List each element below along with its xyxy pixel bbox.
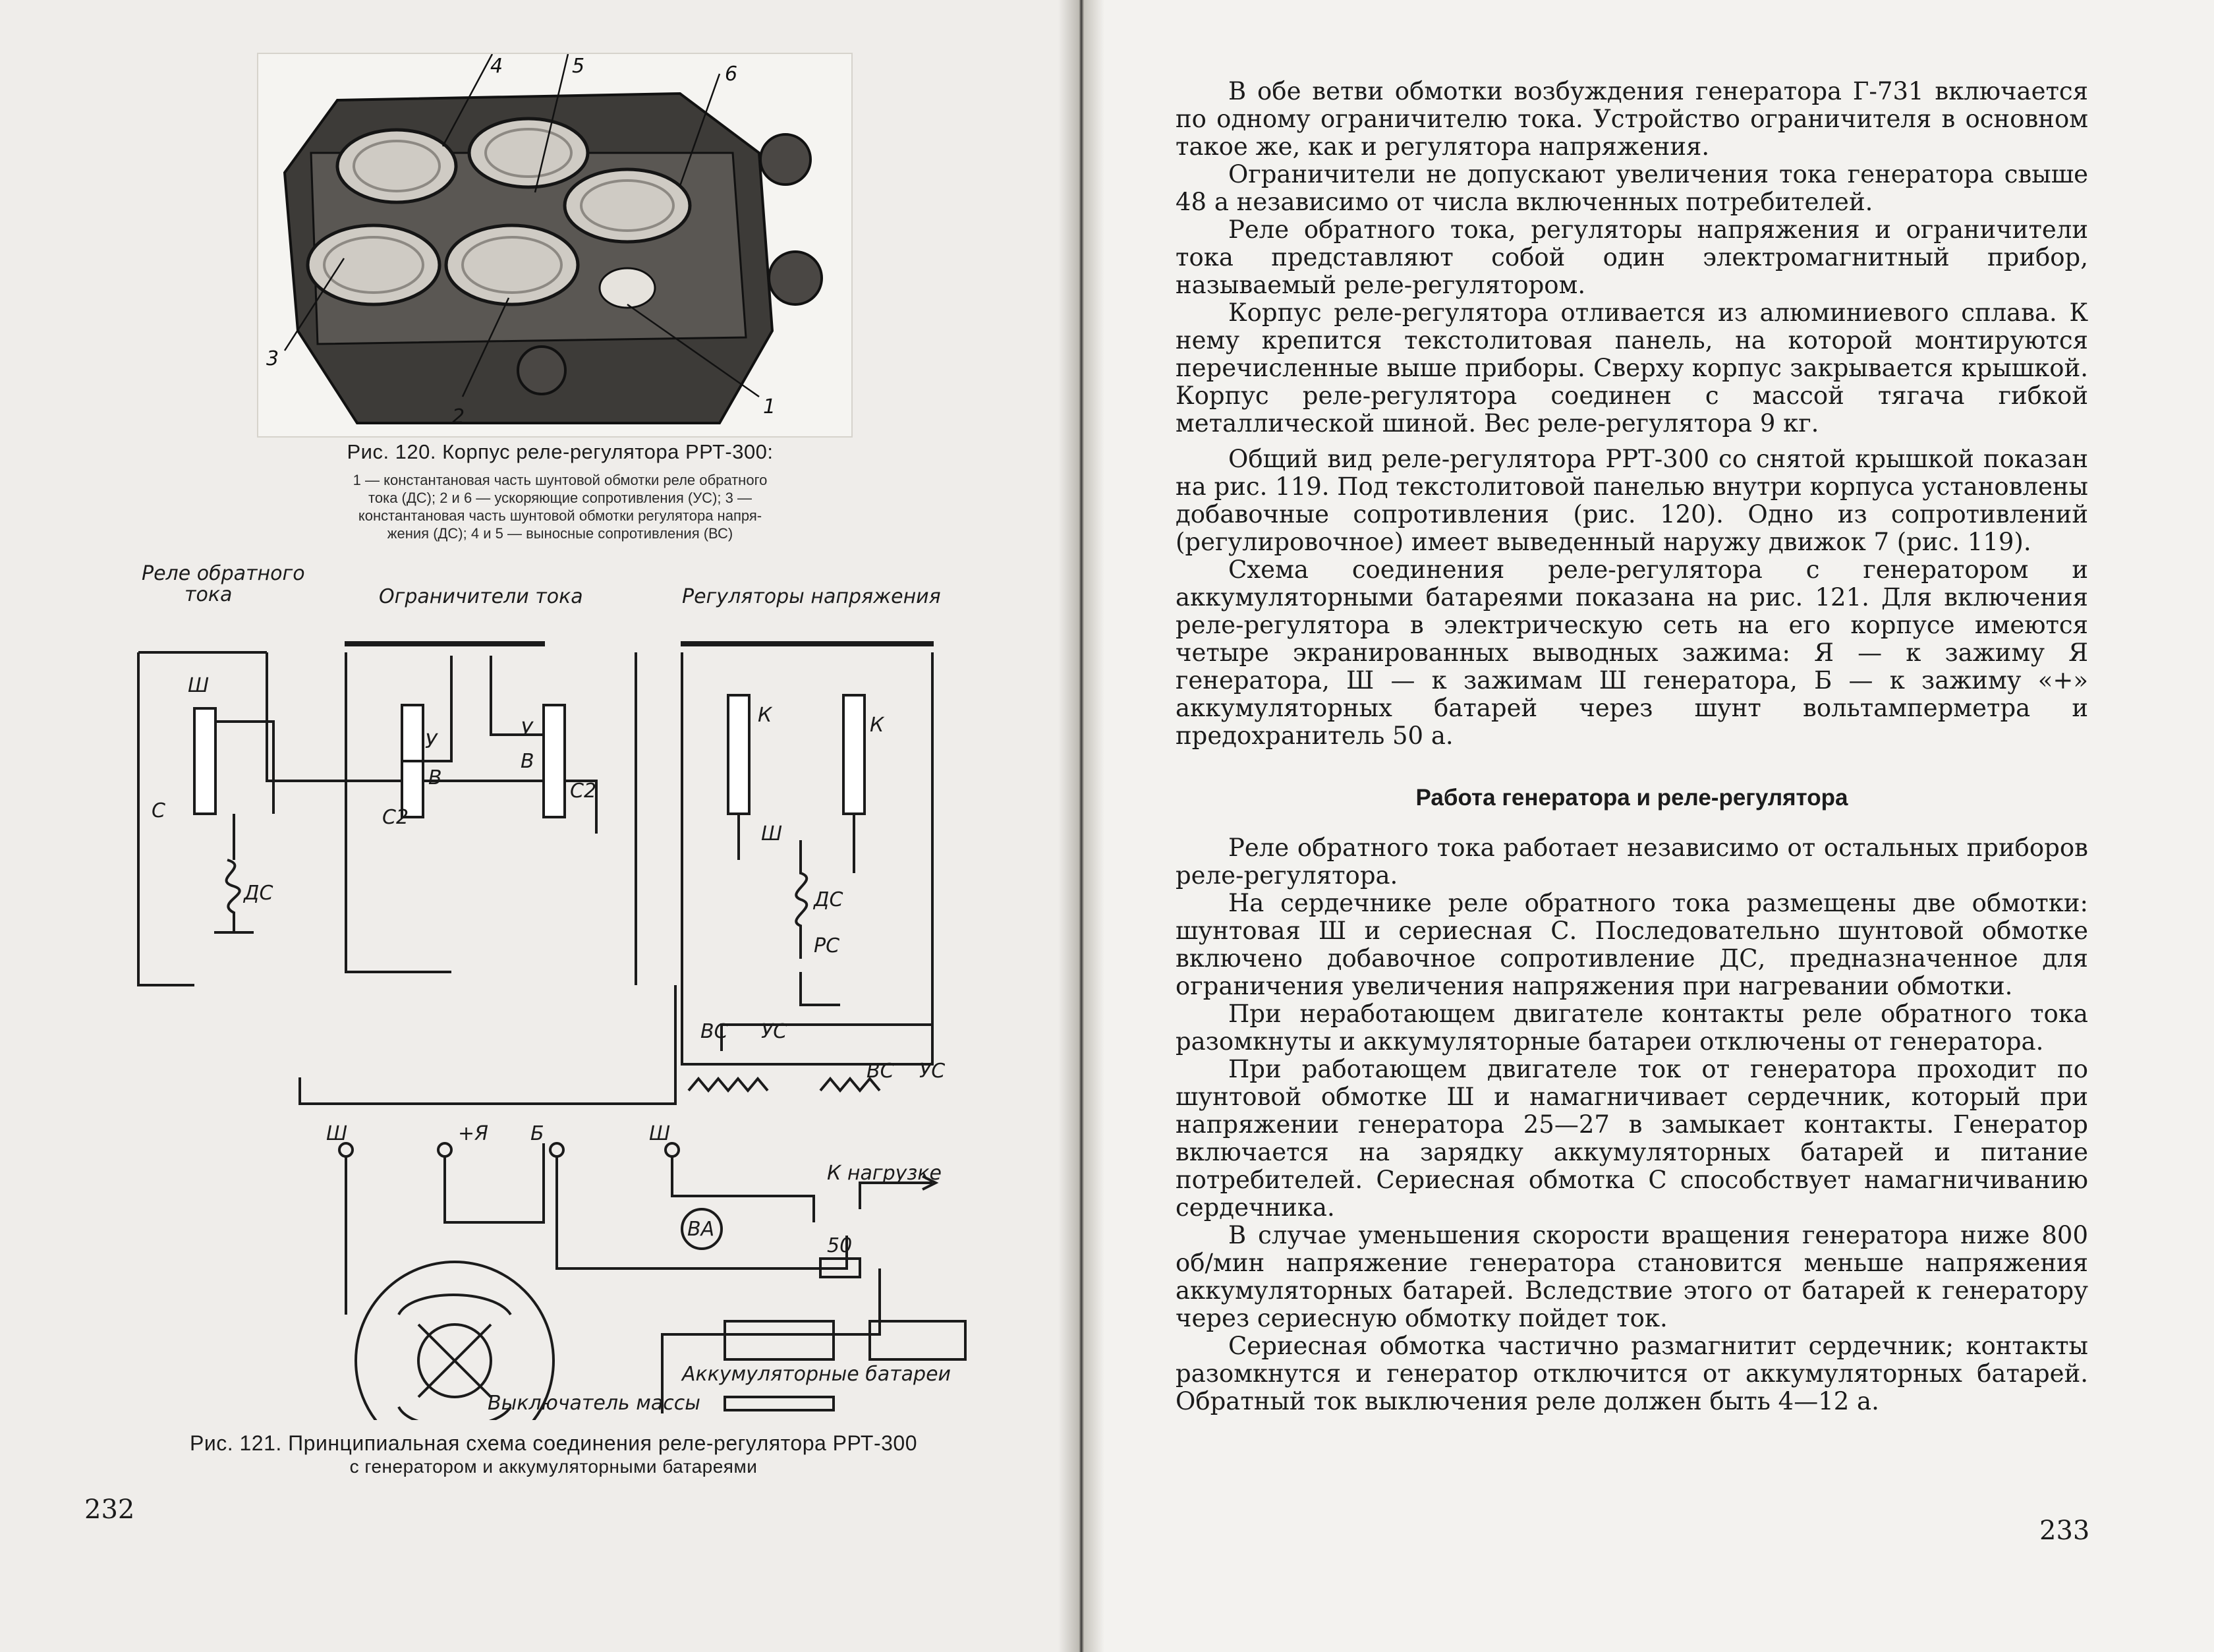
label-s-relay: С — [152, 799, 165, 822]
figure-121-caption-line2: с генератором и аккумуляторными батареями — [349, 1456, 758, 1477]
label-vs-2: ВС — [866, 1060, 894, 1083]
label-us-1: УС — [761, 1020, 787, 1043]
right-page-text — [1176, 78, 2088, 1415]
paragraph-8: На сердечнике реле обратного тока размещены две обмотки: шунтовая Ш и сериесная С. Последовательно шунтовой обмотке включено добавочное сопротивление ДС, предназначенное для ограничения увеличения напряжения при нагревании обмотки. — [1176, 889, 2088, 1000]
figure-120-caption-title: Рис. 120. Корпус реле-регулятора РРТ-300: — [347, 440, 774, 463]
label-ds-regulator: ДС — [814, 888, 843, 911]
callout-2: 2 — [452, 405, 465, 428]
section-heading: Работа генератора и реле-регулятора — [1415, 785, 1848, 811]
label-u-limiter-1: У — [425, 730, 438, 753]
label-k-regulator-1: К — [758, 704, 772, 727]
paragraph-2: Ограничители не допускают увеличения тока генератора свыше 48 а независимо от числа включенных потребителей. — [1176, 160, 2088, 216]
legend-line-3: константановая часть шунтовой обмотки регулятора напря- — [358, 507, 762, 524]
callout-5: 5 — [572, 55, 585, 78]
book-gutter — [1058, 0, 1104, 1652]
label-terminal-ya: +Я — [458, 1122, 488, 1145]
paragraph-6: Схема соединения реле-регулятора с генератором и аккумуляторными батареями показана на рис. 121. Для включения реле-регулятора в электрическую сеть на его корпусе имеются четыре экранированных выводных зажима: Я — к зажиму Я генератора, Ш — к зажимам Ш генератора, Б — к зажиму «+» аккумуляторных батарей через шунт вольтамперметра и предохранитель 50 а. — [1176, 555, 2088, 750]
callout-3: 3 — [266, 347, 279, 370]
label-va-meter: ВА — [687, 1218, 715, 1241]
paragraph-9: При неработающем двигателе контакты реле обратного тока разомкнуты и аккумуляторные батареи отключены от генератора. — [1176, 1000, 2088, 1056]
label-us-2: УС — [919, 1060, 946, 1083]
callout-6: 6 — [725, 63, 738, 86]
label-batteries: Аккумуляторные батареи — [682, 1363, 951, 1386]
label-s2-limiter-2: С2 — [570, 780, 597, 803]
paragraph-4: Корпус реле-регулятора отливается из алюминиевого сплава. К нему крепится текстолитовая панель, на которой монтируются перечисленные выше приборы. Сверху корпус закрывается крышкой. Корпус реле-регулятора соединен с массой тягача гибкой металлической шиной. Вес реле-регулятора 9 кг. — [1176, 299, 2088, 438]
label-sh-relay: Ш — [188, 674, 210, 697]
figure-121-caption-line1: Рис. 121. Принципиальная схема соединения реле-регулятора РРТ-300 — [189, 1431, 918, 1455]
paragraph-11: В случае уменьшения скорости вращения генератора ниже 800 об/мин напряжение генератора становится меньше напряжения аккумуляторных батарей. Вследствие этого от батарей к генератору через сериесную обмотку пойдет ток. — [1176, 1221, 2088, 1332]
label-v-limiter-1: В — [428, 766, 442, 789]
label-regulators: Регуляторы напряжения — [682, 585, 941, 608]
legend-line-1: 1 — константановая часть шунтовой обмотки реле обратного — [353, 472, 768, 488]
paragraph-1: В обе ветви обмотки возбуждения генератора Г-731 включается по одному ограничителю тока. Устройство ограничителя в основном такое же, как и регулятора напряжения. — [1176, 77, 2088, 161]
callout-1: 1 — [763, 395, 776, 418]
label-rs-regulator: РС — [814, 934, 840, 957]
legend-line-4: жения (ДС); 4 и 5 — выносные сопротивления (ВС) — [387, 525, 733, 542]
label-reverse-relay: Реле обратного — [142, 563, 305, 585]
paragraph-3: Реле обратного тока, регуляторы напряжения и ограничители тока представляют собой один электромагнитный прибор, называемый реле-регулятором. — [1176, 215, 2088, 299]
page-number-right: 233 — [2039, 1516, 2090, 1546]
label-load: К нагрузке — [827, 1162, 942, 1185]
label-terminal-sh-2: Ш — [649, 1122, 671, 1145]
callout-4: 4 — [490, 55, 503, 78]
label-terminal-sh: Ш — [326, 1122, 348, 1145]
label-sh-regulator: Ш — [761, 822, 783, 845]
paragraph-10: При работающем двигателе ток от генератора проходит по шунтовой обмотке Ш и намагничивает сердечник, который при напряжении генератора 25—27 в замыкает контакты. Генератор включается на зарядку аккумуляторных батарей и питание потребителей. Сериесная обмотка С способствует намагничиванию сердечника. — [1176, 1055, 2088, 1222]
label-fuse: 50 — [827, 1234, 853, 1257]
label-s2-limiter-1: С2 — [382, 806, 409, 829]
paragraph-12: Сериесная обмотка частично размагнитит сердечник; контакты разомкнутся и генератор отключится от аккумуляторных батарей. Обратный ток выключения реле должен быть 4—12 а. — [1176, 1332, 2088, 1415]
legend-line-2: тока (ДС); 2 и 6 — ускоряющие сопротивления (УС); 3 — — [368, 490, 752, 506]
paragraph-5: Общий вид реле-регулятора РРТ-300 со снятой крышкой показан на рис. 119. Под текстолитовой панелью внутри корпуса установлены добавочные сопротивления (рис. 120). Одно из сопротивлений (регулировочное) имеет выведенный наружу движок 7 (рис. 119). — [1176, 445, 2088, 556]
figure-120-photo — [257, 53, 853, 438]
label-mass-switch: Выключатель массы — [488, 1392, 700, 1415]
figure-121-schematic — [135, 563, 985, 1420]
label-k-regulator-2: К — [870, 714, 884, 737]
label-v-limiter-2: В — [521, 750, 534, 773]
label-ds-relay: ДС — [244, 882, 273, 905]
label-terminal-b: Б — [530, 1122, 544, 1145]
label-vs-1: ВС — [700, 1020, 728, 1043]
paragraph-7: Реле обратного тока работает независимо от остальных приборов реле-регулятора. — [1176, 834, 2088, 890]
label-reverse-relay-2: тока — [184, 583, 233, 606]
page-number-left: 232 — [84, 1495, 135, 1525]
label-limiters: Ограничители тока — [379, 585, 583, 608]
label-u-limiter-2: У — [521, 718, 533, 741]
figure-120-caption-legend — [257, 471, 863, 542]
